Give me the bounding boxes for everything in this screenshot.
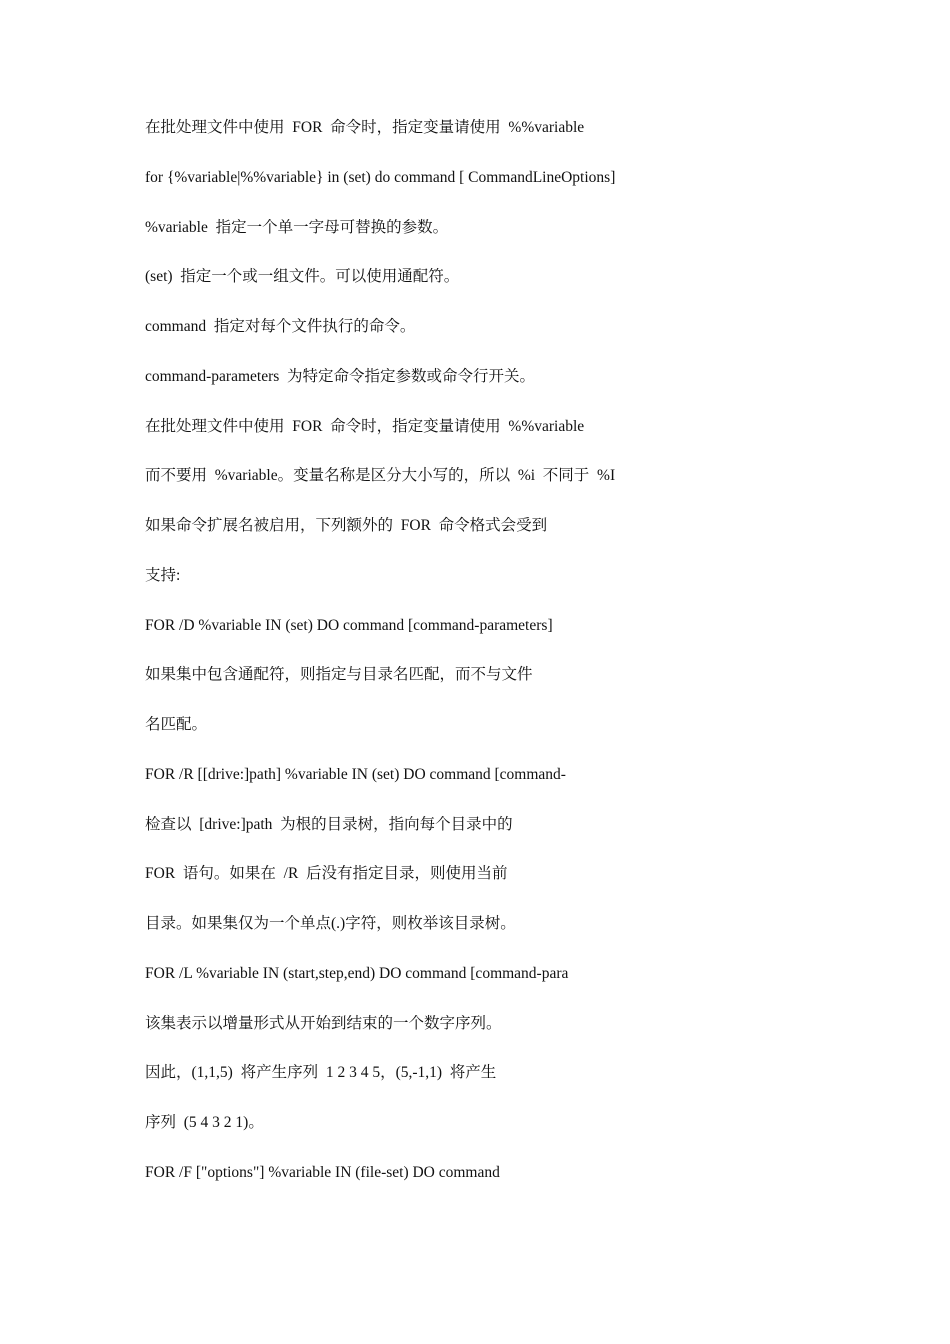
- text-line: 在批处理文件中使用 FOR 命令时，指定变量请使用 %%variable: [145, 417, 585, 435]
- text-line: 支持:: [145, 566, 181, 584]
- text-line: 如果命令扩展名被启用，下列额外的 FOR 命令格式会受到: [145, 517, 548, 534]
- text-line: 检查以 [drive:]path 为根的目录树，指向每个目录中的: [145, 815, 513, 833]
- text-line: command-parameters 为特定命令指定参数或命令行开关。: [145, 367, 536, 385]
- text-line: 在批处理文件中使用 FOR 命令时，指定变量请使用 %%variable: [145, 119, 585, 136]
- text-line: FOR 语句。如果在 /R 后没有指定目录，则使用当前: [145, 865, 508, 883]
- text-line: 而不要用 %variable。变量名称是区分大小写的，所以 %i 不同于 %I: [145, 467, 616, 485]
- text-line: (set) 指定一个或一组文件。可以使用通配符。: [145, 268, 460, 286]
- text-line: FOR /R [[drive:]path] %variable IN (set) DO command [command-: [145, 765, 566, 783]
- text-line: 目录。如果集仅为一个单点(.)字符，则枚举该目录树。: [145, 915, 516, 932]
- text-line: for {%variable|%%variable} in (set) do command [ CommandLineOptions]: [145, 168, 616, 186]
- text-line: FOR /D %variable IN (set) DO command [command-parameters]: [145, 616, 553, 634]
- document-body: [145, 116, 885, 1211]
- text-line: FOR /F ["options"] %variable IN (file-set) DO command: [145, 1163, 500, 1181]
- text-line: 名匹配。: [145, 716, 208, 733]
- text-line: FOR /L %variable IN (start,step,end) DO command [command-para: [145, 964, 569, 982]
- text-line: command 指定对每个文件执行的命令。: [145, 318, 416, 335]
- text-line: %variable 指定一个单一字母可替换的参数。: [145, 218, 449, 236]
- text-line: 序列 (5 4 3 2 1)。: [145, 1114, 264, 1131]
- text-line: 因此，(1,1,5) 将产生序列 1 2 3 4 5，(5,-1,1) 将产生: [145, 1064, 497, 1082]
- text-line: 如果集中包含通配符，则指定与目录名匹配，而不与文件: [145, 666, 533, 684]
- text-line: 该集表示以增量形式从开始到结束的一个数字序列。: [145, 1014, 502, 1032]
